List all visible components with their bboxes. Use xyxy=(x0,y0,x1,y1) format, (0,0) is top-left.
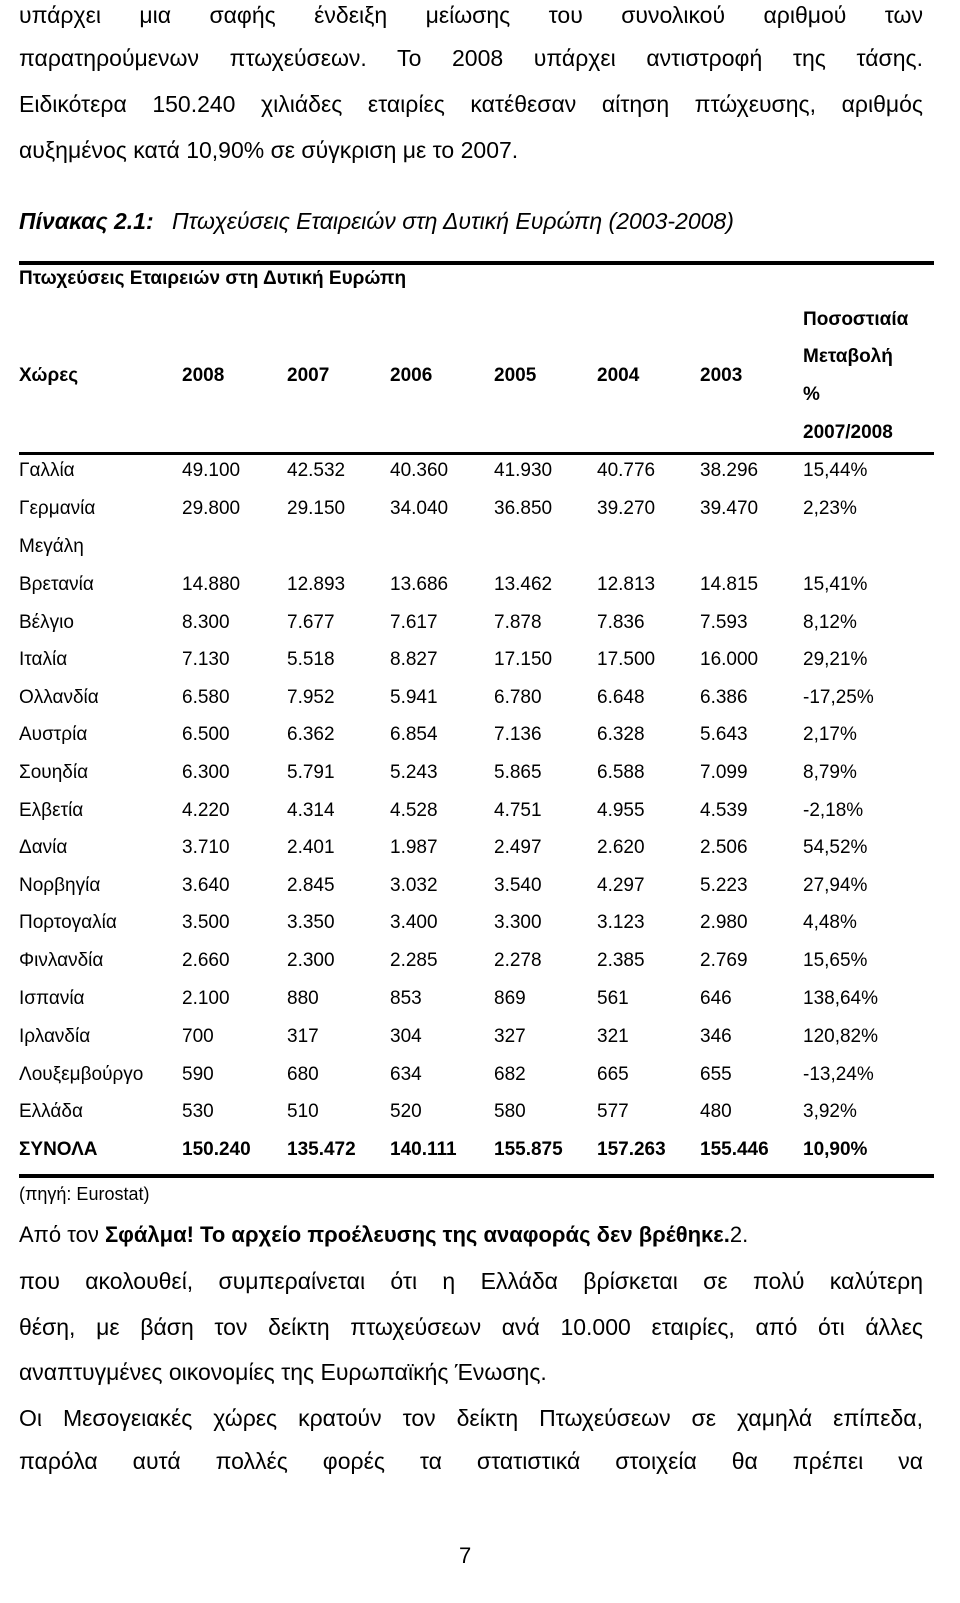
header-change-line-3: % xyxy=(803,384,820,405)
value-cell: 7.677 xyxy=(287,612,335,633)
value-cell: 40.776 xyxy=(597,460,656,481)
value-cell: 39.470 xyxy=(700,498,759,519)
country-name: Γαλλία xyxy=(19,460,75,481)
value-cell: 2.278 xyxy=(494,950,542,971)
value-cell: 6.648 xyxy=(597,687,645,708)
value-cell: 2.300 xyxy=(287,950,335,971)
value-cell: 4.220 xyxy=(182,800,230,821)
change-cell: 4,48% xyxy=(803,912,857,933)
value-cell: 5.865 xyxy=(494,762,542,783)
value-cell: 7.593 xyxy=(700,612,748,633)
value-cell: 869 xyxy=(494,988,526,1009)
value-cell: 3.710 xyxy=(182,837,230,858)
value-cell: 29.150 xyxy=(287,498,346,519)
table-source: (πηγή: Eurostat) xyxy=(19,1184,150,1204)
change-cell: 2,23% xyxy=(803,498,857,519)
value-cell: 2.100 xyxy=(182,988,230,1009)
value-cell: 510 xyxy=(287,1101,319,1122)
change-cell: 29,21% xyxy=(803,649,868,670)
value-cell: 880 xyxy=(287,988,319,1009)
value-cell: 13.462 xyxy=(494,574,553,595)
value-cell: 42.532 xyxy=(287,460,346,481)
value-cell: 2.506 xyxy=(700,837,748,858)
country-name: Βρετανία xyxy=(19,574,94,595)
table-caption-text: Πτωχεύσεις Εταιρειών στη Δυτική Ευρώπη (2003-2008) xyxy=(172,208,734,234)
total-value-cell: 157.263 xyxy=(597,1139,666,1160)
value-cell: 17.500 xyxy=(597,649,656,670)
country-name: Ιταλία xyxy=(19,649,68,670)
table-title: Πτωχεύσεις Εταιρειών στη Δυτική Ευρώπη xyxy=(19,268,407,289)
value-cell: 321 xyxy=(597,1026,629,1047)
total-value-cell: 140.111 xyxy=(390,1139,457,1160)
change-cell: 3,92% xyxy=(803,1101,857,1122)
value-cell: 665 xyxy=(597,1064,629,1085)
value-cell: 6.386 xyxy=(700,687,748,708)
country-name: Σουηδία xyxy=(19,762,89,783)
value-cell: 5.223 xyxy=(700,875,748,896)
value-cell: 3.640 xyxy=(182,875,230,896)
value-cell: 49.100 xyxy=(182,460,241,481)
header-year-2005: 2005 xyxy=(494,365,537,386)
header-year-2004: 2004 xyxy=(597,365,640,386)
country-name: Αυστρία xyxy=(19,724,88,745)
reference-error[interactable]: Σφάλμα! Το αρχείο προέλευσης της αναφοράς δεν βρέθηκε. xyxy=(104,1222,730,1247)
value-cell: 7.099 xyxy=(700,762,748,783)
change-cell: 2,17% xyxy=(803,724,857,745)
value-cell: 6.328 xyxy=(597,724,645,745)
value-cell: 3.500 xyxy=(182,912,230,933)
country-name: Ολλανδία xyxy=(19,687,99,708)
country-name-line: Μεγάλη xyxy=(19,536,84,557)
value-cell: 4.539 xyxy=(700,800,748,821)
change-cell: 120,82% xyxy=(803,1026,879,1047)
total-change-cell: 10,90% xyxy=(803,1139,868,1160)
value-cell: 4.751 xyxy=(494,800,542,821)
value-cell: 7.878 xyxy=(494,612,542,633)
value-cell: 590 xyxy=(182,1064,214,1085)
value-cell: 700 xyxy=(182,1026,214,1047)
value-cell: 4.955 xyxy=(597,800,645,821)
value-cell: 580 xyxy=(494,1101,526,1122)
value-cell: 2.497 xyxy=(494,837,542,858)
value-cell: 36.850 xyxy=(494,498,553,519)
value-cell: 5.941 xyxy=(390,687,438,708)
value-cell: 3.032 xyxy=(390,875,438,896)
value-cell: 7.836 xyxy=(597,612,645,633)
change-cell: 15,65% xyxy=(803,950,868,971)
value-cell: 655 xyxy=(700,1064,732,1085)
change-cell: -17,25% xyxy=(803,687,874,708)
value-cell: 2.845 xyxy=(287,875,335,896)
header-year-2007: 2007 xyxy=(287,365,330,386)
value-cell: 6.780 xyxy=(494,687,542,708)
body-line-1: που ακολουθεί, συμπεραίνεται ότι η Ελλάδα βρίσκεται σε πολύ καλύτερη xyxy=(19,1268,923,1294)
value-cell: 682 xyxy=(494,1064,526,1085)
header-change-line-2: Μεταβολή xyxy=(803,346,893,367)
value-cell: 6.300 xyxy=(182,762,230,783)
value-cell: 853 xyxy=(390,988,422,1009)
body-line-2: θέση, με βάση τον δείκτη πτωχεύσεων ανά 10.000 εταιρίες, από ότι άλλες xyxy=(19,1314,923,1340)
value-cell: 14.815 xyxy=(700,574,759,595)
value-cell: 5.791 xyxy=(287,762,335,783)
change-cell: -2,18% xyxy=(803,800,864,821)
header-year-2006: 2006 xyxy=(390,365,433,386)
value-cell: 7.130 xyxy=(182,649,230,670)
value-cell: 3.123 xyxy=(597,912,645,933)
value-cell: 13.686 xyxy=(390,574,449,595)
table-bottom-rule xyxy=(19,1174,934,1178)
header-bottom-rule xyxy=(19,452,934,455)
value-cell: 40.360 xyxy=(390,460,449,481)
change-cell: 15,41% xyxy=(803,574,868,595)
change-cell: -13,24% xyxy=(803,1064,874,1085)
reference-line xyxy=(19,1222,923,1248)
value-cell: 5.518 xyxy=(287,649,335,670)
body-line-4: Οι Μεσογειακές χώρες κρατούν τον δείκτη Πτωχεύσεων σε χαμηλά επίπεδα, xyxy=(19,1405,923,1431)
value-cell: 317 xyxy=(287,1026,319,1047)
value-cell: 7.952 xyxy=(287,687,335,708)
value-cell: 17.150 xyxy=(494,649,553,670)
table-caption-label: Πίνακας 2.1: xyxy=(19,208,154,234)
body-line-3: αναπτυγμένες οικονομίες της Ευρωπαϊκής Ένωσης. xyxy=(19,1359,547,1385)
reference-suffix: 2. xyxy=(729,1222,749,1247)
value-cell: 2.980 xyxy=(700,912,748,933)
value-cell: 3.400 xyxy=(390,912,438,933)
value-cell: 2.620 xyxy=(597,837,645,858)
country-name: Ισπανία xyxy=(19,988,85,1009)
value-cell: 2.660 xyxy=(182,950,230,971)
change-cell: 8,12% xyxy=(803,612,857,633)
value-cell: 7.617 xyxy=(390,612,438,633)
intro-line-3: Ειδικότερα 150.240 χιλιάδες εταιρίες κατέθεσαν αίτηση πτώχευσης, αριθμός xyxy=(19,91,923,117)
value-cell: 3.300 xyxy=(494,912,542,933)
value-cell: 6.854 xyxy=(390,724,438,745)
table-top-rule xyxy=(19,261,934,265)
value-cell: 34.040 xyxy=(390,498,449,519)
value-cell: 7.136 xyxy=(494,724,542,745)
change-cell: 27,94% xyxy=(803,875,868,896)
change-cell: 54,52% xyxy=(803,837,868,858)
value-cell: 3.540 xyxy=(494,875,542,896)
value-cell: 6.588 xyxy=(597,762,645,783)
value-cell: 6.580 xyxy=(182,687,230,708)
value-cell: 4.297 xyxy=(597,875,645,896)
value-cell: 530 xyxy=(182,1101,214,1122)
intro-line-4: αυξημένος κατά 10,90% σε σύγκριση με το 2007. xyxy=(19,137,519,163)
value-cell: 520 xyxy=(390,1101,422,1122)
value-cell: 680 xyxy=(287,1064,319,1085)
value-cell: 646 xyxy=(700,988,732,1009)
value-cell: 634 xyxy=(390,1064,422,1085)
value-cell: 1.987 xyxy=(390,837,438,858)
value-cell: 480 xyxy=(700,1101,732,1122)
country-name: Γερμανία xyxy=(19,498,96,519)
intro-line-1: υπάρχει μια σαφής ένδειξη μείωσης του συνολικού αριθμού των xyxy=(19,2,923,28)
country-name: Ιρλανδία xyxy=(19,1026,91,1047)
total-value-cell: 155.875 xyxy=(494,1139,563,1160)
country-name: Νορβηγία xyxy=(19,875,101,896)
header-change-line-1: Ποσοστιαία xyxy=(803,309,909,330)
reference-prefix: Από τον xyxy=(19,1222,105,1247)
total-value-cell: 155.446 xyxy=(700,1139,769,1160)
value-cell: 2.385 xyxy=(597,950,645,971)
country-name: Βέλγιο xyxy=(19,612,74,633)
value-cell: 4.528 xyxy=(390,800,438,821)
value-cell: 41.930 xyxy=(494,460,553,481)
change-cell: 138,64% xyxy=(803,988,879,1009)
intro-line-2: παρατηρούμενων πτωχεύσεων. Το 2008 υπάρχει αντιστροφή της τάσης. xyxy=(19,45,923,71)
country-name: Πορτογαλία xyxy=(19,912,117,933)
change-cell: 15,44% xyxy=(803,460,868,481)
value-cell: 39.270 xyxy=(597,498,656,519)
country-name: Δανία xyxy=(19,837,68,858)
change-cell: 8,79% xyxy=(803,762,857,783)
header-change-line-4: 2007/2008 xyxy=(803,422,893,443)
total-label: ΣΥΝΟΛΑ xyxy=(19,1139,98,1160)
total-value-cell: 135.472 xyxy=(287,1139,356,1160)
value-cell: 14.880 xyxy=(182,574,241,595)
country-name: Φινλανδία xyxy=(19,950,104,971)
value-cell: 8.827 xyxy=(390,649,438,670)
value-cell: 16.000 xyxy=(700,649,759,670)
value-cell: 6.362 xyxy=(287,724,335,745)
body-line-5: παρόλα αυτά πολλές φορές τα στατιστικά στοιχεία θα πρέπει να xyxy=(19,1448,923,1474)
value-cell: 6.500 xyxy=(182,724,230,745)
value-cell: 5.643 xyxy=(700,724,748,745)
value-cell: 12.893 xyxy=(287,574,346,595)
value-cell: 304 xyxy=(390,1026,422,1047)
value-cell: 12.813 xyxy=(597,574,656,595)
value-cell: 2.401 xyxy=(287,837,335,858)
value-cell: 29.800 xyxy=(182,498,241,519)
country-name: Ελλάδα xyxy=(19,1101,83,1122)
header-country: Χώρες xyxy=(19,365,79,386)
value-cell: 2.285 xyxy=(390,950,438,971)
country-name: Λουξεμβούργο xyxy=(19,1064,144,1085)
value-cell: 3.350 xyxy=(287,912,335,933)
value-cell: 327 xyxy=(494,1026,526,1047)
value-cell: 5.243 xyxy=(390,762,438,783)
country-name: Ελβετία xyxy=(19,800,84,821)
header-year-2008: 2008 xyxy=(182,365,225,386)
value-cell: 2.769 xyxy=(700,950,748,971)
value-cell: 8.300 xyxy=(182,612,230,633)
page-number: 7 xyxy=(459,1543,472,1568)
total-value-cell: 150.240 xyxy=(182,1139,251,1160)
value-cell: 4.314 xyxy=(287,800,335,821)
header-year-2003: 2003 xyxy=(700,365,743,386)
value-cell: 561 xyxy=(597,988,629,1009)
value-cell: 38.296 xyxy=(700,460,759,481)
value-cell: 346 xyxy=(700,1026,732,1047)
value-cell: 577 xyxy=(597,1101,629,1122)
